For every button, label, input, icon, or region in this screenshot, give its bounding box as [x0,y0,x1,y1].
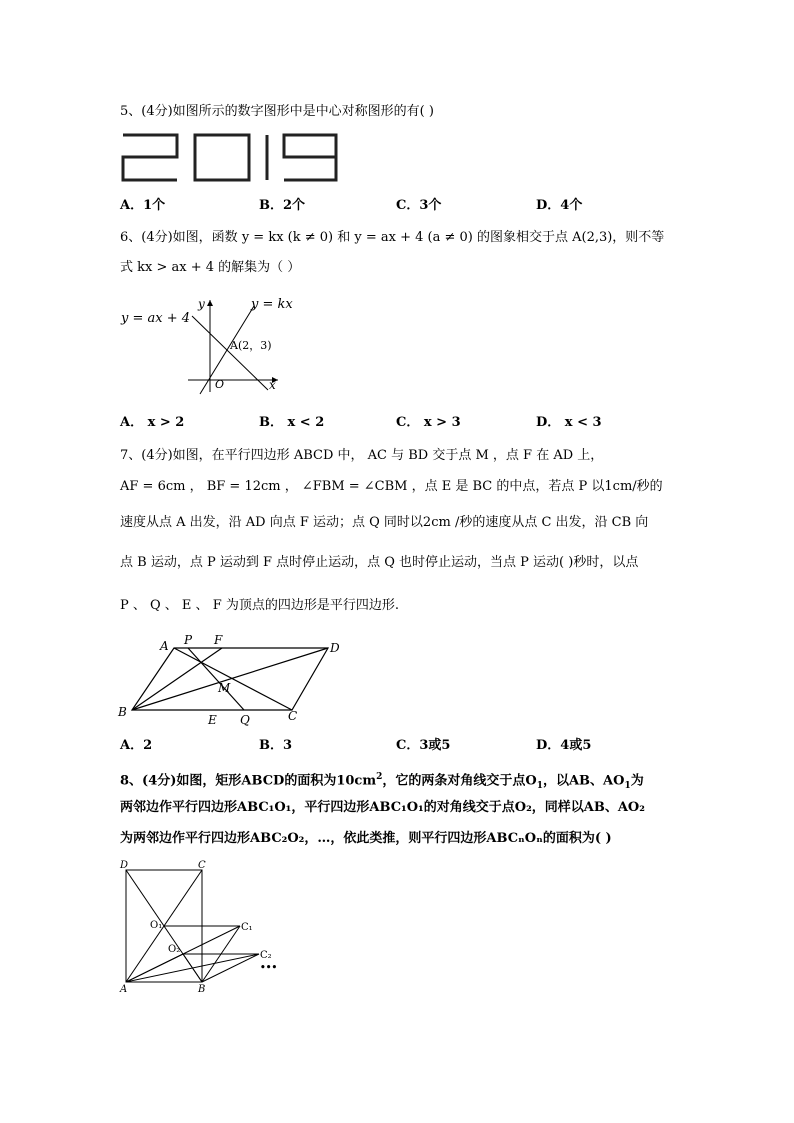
segment-pq [188,648,244,710]
label-f: F [214,633,223,647]
q8-line1-d: 为 [630,773,644,789]
q6-option-b[interactable]: B． x < 2 [259,415,325,430]
q7-option-d[interactable]: D．4或5 [536,738,592,753]
label-line-ax4: y = ax + 4 [121,311,191,326]
label-m: M [218,681,231,695]
label-e: E [208,713,217,727]
q7-option-b[interactable]: B．3 [259,738,293,753]
label-c2: C₂ [260,950,272,961]
digit-0-shape [195,135,249,180]
segment-o2b [183,954,202,982]
digit-9-shape [284,135,336,180]
q6-graph [118,292,293,402]
label-origin: O [215,378,225,391]
label-o2: O₂ [168,944,181,955]
label-o1: O₁ [150,920,163,931]
q7-parallelogram-figure [116,630,346,730]
q8-stem-line3: 为两邻边作平行四边形ABC₂O₂，…，依此类推，则平行四边形ABCₙOₙ的面积为( ) [120,831,612,846]
q7-stem-line1: 7、(4分)如图，在平行四边形 ABCD 中， AC 与 BD 交于点 M ，点 F 在 AD 上， [120,448,604,463]
label-q: Q [240,713,250,727]
q7-stem-line3: 速度从点 A 出发，沿 AD 向点 F 运动；点 Q 同时以2cm /秒的速度从点 C 出发，沿 CB 向 [120,515,649,530]
label-dots: ••• [260,963,278,973]
q8-stem-line1: 8、(4分)如图，矩形ABCD的面积为$10cm^2$，它的两条对角线交于点$O_1$，以AB、$AO_1$为 [120,772,644,791]
digit-2-shape [123,135,177,180]
q8-line1-b: ，它的两条对角线交于点O [382,773,537,789]
q7-stem-line5: P 、 Q 、 E 、 F 为顶点的四边形是平行四边形. [120,598,399,613]
q5-option-c[interactable]: C．3个 [396,198,442,213]
label-x: x [269,378,276,392]
q7-stem-line4: 点 B 运动，点 P 运动到 F 点时停止运动，点 Q 也时停止运动，当点 P 运动( )秒时，以点 [120,555,639,570]
q8-line1-sup: 2 [376,772,383,782]
q7-stem-line2: AF = 6cm ， BF = 12cm ， ∠FBM = ∠CBM ，点 E 是 BC 的中点，若点 P 以1cm/秒的 [120,479,663,494]
q5-stem: 5、(4分)如图所示的数字图形中是中心对称图形的有( ) [120,104,434,119]
q7-option-c[interactable]: C．3或5 [396,738,451,753]
q5-option-d[interactable]: D．4个 [536,198,583,213]
segment-bf [132,648,222,710]
y-axis-arrow [207,300,213,306]
q5-option-a[interactable]: A．1个 [120,198,166,213]
label-c: C [198,860,206,871]
segment-bc2 [202,954,259,982]
q8-rectangle-figure [116,860,286,995]
label-c1: C₁ [241,922,253,933]
q8-stem-line2: 两邻边作平行四边形ABC₁O₁，平行四边形ABC₁O₁的对角线交于点O₂，同样以AB、AO₂ [120,800,645,815]
label-a: A [120,984,128,995]
q7-option-a[interactable]: A．2 [120,738,153,753]
q5-option-b[interactable]: B．2个 [259,198,306,213]
label-point-a: A(2，3) [230,339,272,352]
label-y: y [198,297,205,311]
q8-line1-a: 8、(4分)如图，矩形ABCD的面积为10cm [120,773,377,789]
diagonal-ac [174,648,292,710]
label-c: C [288,709,298,723]
line-ax4 [192,316,268,390]
segment-fe [213,648,222,710]
segment-ao2 [126,954,183,982]
q8-line1-c: ，以AB、AO [542,773,625,789]
q6-option-a[interactable]: A． x > 2 [120,415,185,430]
q6-stem-line1: 6、(4分)如图，函数 y = kx (k ≠ 0) 和 y = ax + 4 (a ≠ 0) 的图象相交于点 A(2,3)，则不等 [120,230,665,245]
label-line-kx: y = kx [251,297,293,312]
digits-2019-svg [120,130,340,185]
label-d: D [120,860,129,871]
q6-option-c[interactable]: C． x > 3 [396,415,461,430]
label-p: P [184,633,193,647]
diagonal-bd [132,648,328,710]
label-d: D [330,641,340,655]
q6-stem-line2: 式 kx > ax + 4 的解集为（ ） [120,260,301,275]
label-a: A [160,639,169,653]
q6-option-d[interactable]: D． x < 3 [536,415,602,430]
label-b: B [198,984,206,995]
label-b: B [118,705,127,719]
